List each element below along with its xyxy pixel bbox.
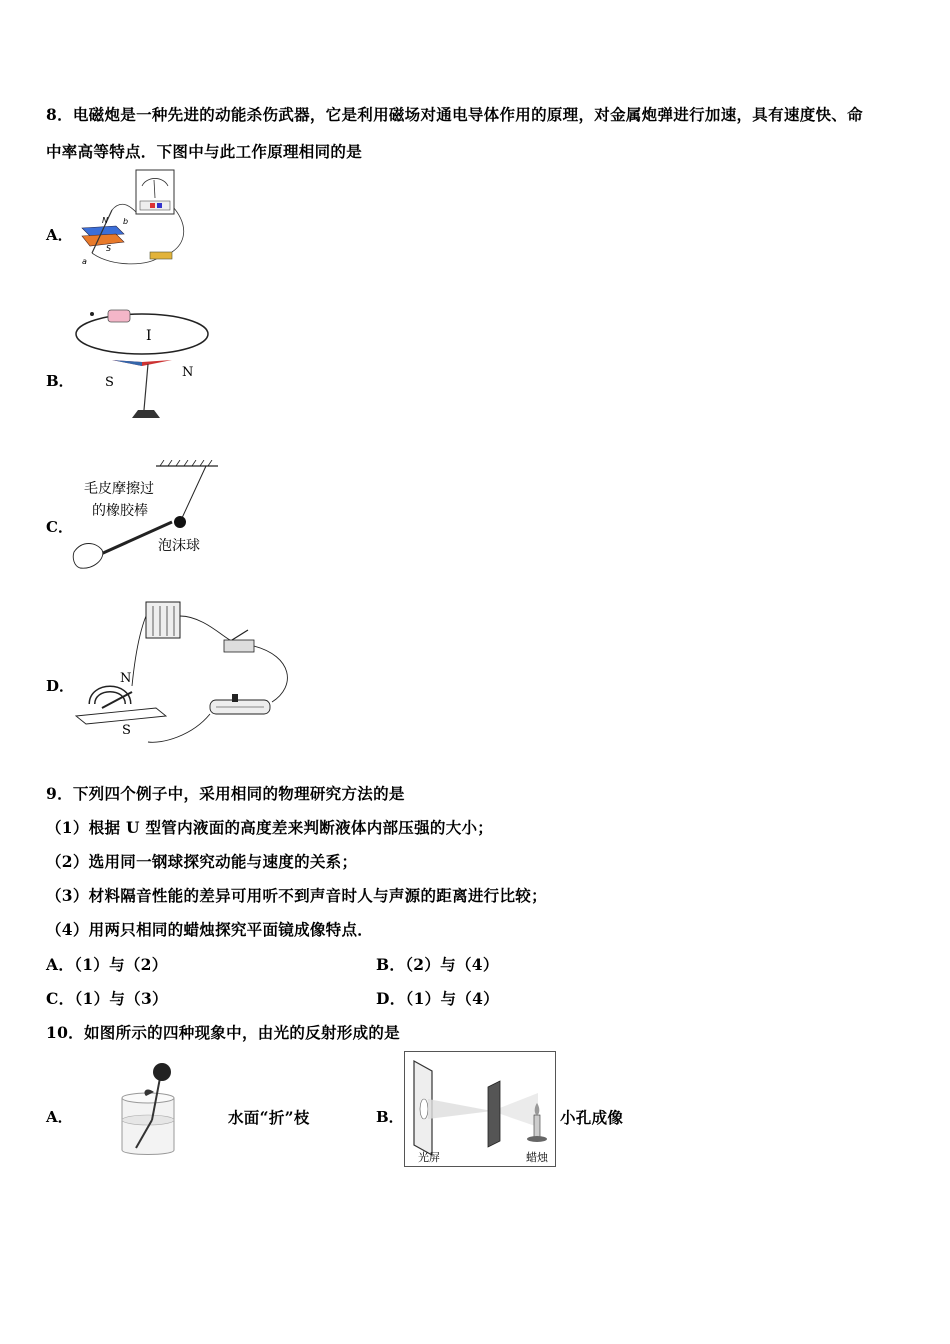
switch [224,640,254,652]
q8-option-b-figure [72,302,212,427]
q9-choice-a-label: A． [46,955,75,974]
q9-stem: 9．下列四个例子中，采用相同的物理研究方法的是 [46,784,405,803]
q8-option-d-figure [72,596,302,746]
q8-stem-line2: 中率高等特点．下图中与此工作原理相同的是 [46,142,363,161]
flower [153,1063,171,1081]
base-board [76,708,166,724]
q10-stem: 10．如图所示的四种现象中，由光的反射形成的是 [46,1023,400,1042]
fig-b-candle-label: 蜡烛 [526,1151,548,1164]
fig-a-s-label: S [106,244,112,253]
q9-choice-a-text: （1）与（2） [74,955,168,974]
q9-item-2: （2）选用同一钢球探究动能与速度的关系； [46,852,358,871]
thread [182,466,206,518]
q8-option-c-figure [72,460,222,575]
q9-choice-d[interactable] [376,987,499,1009]
fig-a-n-label: N [102,216,108,225]
hand [73,544,103,569]
fig-b-current-label: I [146,328,152,344]
q8-stem-line1: 8．电磁炮是一种先进的动能杀伤武器，它是利用磁场对通电导体作用的原理，对金属炮弹进行加速，具有速度快、命 [46,105,863,124]
q8-option-d-label[interactable]: D． [46,677,75,695]
fig-b-n-label: N [182,365,194,380]
fig-b-screen-label: 光屏 [418,1151,440,1164]
q9-choice-b[interactable] [376,953,499,975]
magnet-south [82,234,124,246]
compass-stand [132,410,160,418]
q8-option-b-label[interactable]: B． [46,372,74,390]
wire-loop [76,314,208,354]
pinhole-board [488,1081,500,1147]
fig-b-s-label: S [105,375,114,390]
q9-choice-b-label: B． [376,955,406,974]
q9-choice-b-text: （2）与（4） [405,955,499,974]
q9-item-4: （4）用两只相同的蜡烛探究平面镜成像特点． [46,920,374,939]
q9-choice-d-label: D． [376,989,406,1008]
q9-choice-c-label: C． [46,989,75,1008]
q10-option-a-label[interactable]: A． [46,1108,73,1126]
q9-item-1: （1）根据 U 型管内液面的高度差来判断液体内部压强的大小； [46,818,494,837]
q8-option-a-figure [72,168,192,268]
candle [534,1115,540,1137]
q9-choice-d-text: （1）与（4） [405,989,499,1008]
battery [108,310,130,322]
q10-option-a-caption: 水面“折”枝 [228,1108,310,1127]
q8-option-a-label[interactable]: A． [46,226,73,244]
foam-ball [174,516,186,528]
q10-option-a-figure [116,1058,186,1160]
battery-pack [146,602,180,638]
q9-choice-c[interactable] [46,987,168,1009]
fig-c-rod-label-line1: 毛皮摩擦过 [84,481,154,497]
fig-d-s-label: S [122,723,131,738]
fig-d-n-label: N [120,671,132,686]
water-surface [122,1115,174,1125]
q9-choice-a[interactable] [46,953,168,975]
switch [150,252,172,259]
compass-needle-s [112,360,142,366]
q10-option-b-label[interactable]: B． [376,1108,404,1126]
fig-a-b-label: b [123,217,129,226]
q8-option-c-label[interactable]: C． [46,518,73,536]
q10-option-b-figure [404,1051,556,1167]
fig-c-ball-label: 泡沫球 [158,538,200,554]
q9-choice-c-text: （1）与（3） [74,989,168,1008]
fig-c-rod-label-line2: 的橡胶棒 [92,503,148,519]
q9-item-3: （3）材料隔音性能的差异可用听不到声音时人与声源的距离进行比较； [46,886,547,905]
q10-option-b-caption: 小孔成像 [560,1108,624,1127]
fig-a-a-label: a [82,257,87,266]
